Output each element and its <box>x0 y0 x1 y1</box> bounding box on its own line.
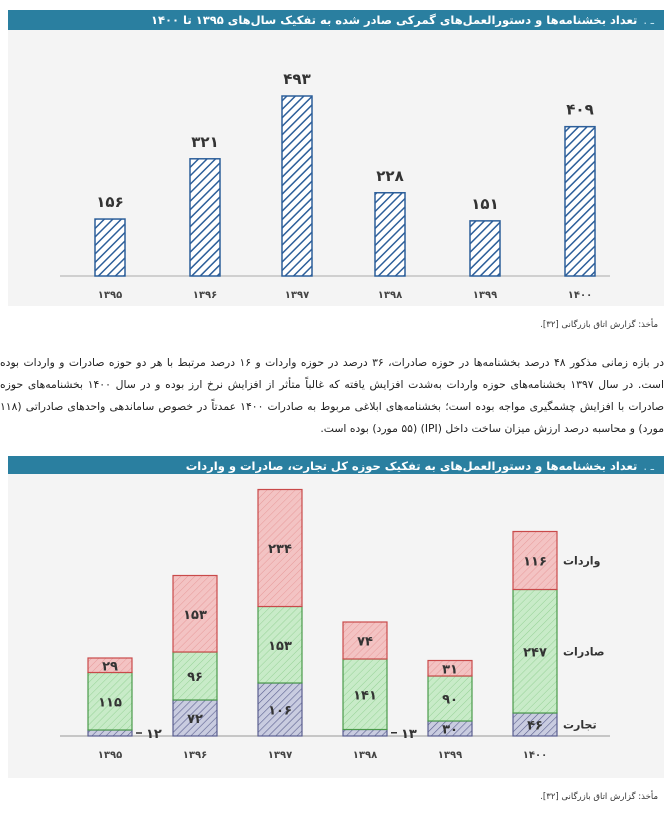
chart2-source: مأخذ: گزارش اتاق بازرگانی [۳۲]. <box>540 792 658 802</box>
chart1-tick-label: ۱۳۹۵ <box>97 290 123 301</box>
chart1-data-label: ۱۵۱ <box>471 194 499 213</box>
chart1-bar <box>375 193 405 276</box>
chart2-segment-label: ۱۵۳ <box>183 607 207 623</box>
chart1-title: تعداد بخشنامه‌ها و دستورالعمل‌های گمرکی صادر شده به تفکیک سال‌های ۱۳۹۵ تا ۱۴۰۰ <box>150 13 638 27</box>
chart2-tick-label: ۱۳۹۵ <box>97 750 123 761</box>
chart1-tick-label: ۱۳۹۹ <box>472 290 498 301</box>
chart1-bar <box>470 221 500 276</box>
chart2 <box>60 490 610 762</box>
chart1-tick-label: ۱۳۹۷ <box>284 290 310 301</box>
chart2-segment-label: ۳۱ <box>442 662 458 678</box>
chart2-segment-label: ۲۳۴ <box>268 542 292 557</box>
chart2-title: تعداد بخشنامه‌ها و دستورالعمل‌های به تفکیک حوزه کل تجارت، صادرات و واردات <box>185 459 638 473</box>
chart2-segment-label: ۹۶ <box>187 670 203 685</box>
chart2-segment-label: ۴۶ <box>527 718 543 734</box>
chart2-segment-label: ۲۴۷ <box>523 645 547 661</box>
chart1-data-label: ۴۰۹ <box>566 100 594 119</box>
chart2-segment-label: ۱۱۶ <box>523 554 547 570</box>
chart2-title-prefix: ـ . <box>643 459 654 473</box>
chart1-tick-label: ۱۴۰۰ <box>567 290 593 301</box>
chart2-outside-label: ۱۲ <box>146 727 162 742</box>
chart1-data-label: ۱۵۶ <box>96 193 124 212</box>
chart1-bar <box>282 96 312 276</box>
chart2-tick-label: ۱۳۹۹ <box>437 750 463 761</box>
chart2-segment-label: ۲۹ <box>102 659 118 675</box>
chart2-series-label: تجارت <box>563 718 597 732</box>
chart2-segment-label: ۹۰ <box>442 692 458 708</box>
chart2-segment-label: ۳۰ <box>442 722 458 738</box>
chart2-tick-label: ۱۴۰۰ <box>522 750 548 761</box>
chart2-series-label: صادرات <box>563 645 605 659</box>
chart2-segment-0 <box>343 730 387 737</box>
chart2-segment-0 <box>88 730 132 736</box>
chart2-segment-label: ۱۱۵ <box>98 695 122 711</box>
chart2-outside-label: ۱۳ <box>401 726 417 742</box>
chart1-tick-label: ۱۳۹۸ <box>377 290 403 301</box>
chart1-source: مأخذ: گزارش اتاق بازرگانی [۳۲]. <box>540 320 658 330</box>
chart2-segment-label: ۷۴ <box>357 634 373 650</box>
chart1-bar <box>190 159 220 276</box>
chart2-segment-label: ۷۲ <box>187 712 203 727</box>
chart2-tick-label: ۱۳۹۷ <box>267 750 293 761</box>
chart2-tick-label: ۱۳۹۶ <box>182 750 208 761</box>
chart1-data-label: ۳۲۱ <box>191 132 219 151</box>
body-paragraph: در بازه زمانی مذکور ۴۸ درصد بخشنامه‌ها در حوزه صادرات، ۳۶ درصد در حوزه واردات و ۱۶ درصد مرتبط با هر دو حوزه صادرات و واردات بوده است. در سال ۱۳۹۷ بخشنامه‌های حوزه واردات به‌شدت افزایش یافته که غالباً متأثر از افزایش نرخ ارز بوده و در سال ۱۴۰۰ بخشنامه‌های حوزه صادرات با افزایش چشمگیری مواجه بوده است؛ بخشنامه‌های ابلاغی مربوط به صادرات ۱۴۰۰ عمدتاً در خصوص ساماندهی واحدهای صادراتی (۱۱۸ مورد) و محاسبه درصد ارزش میزان ساخت داخل (IPI) (۵۵ مورد) بوده است. <box>0 356 664 435</box>
chart1-data-label: ۲۲۸ <box>376 166 404 185</box>
chart1-bar <box>565 127 595 276</box>
chart2-segment-label: ۱۰۶ <box>268 703 292 719</box>
chart2-segment-label: ۱۴۱ <box>353 688 377 704</box>
chart1-bar <box>95 219 125 276</box>
chart2-series-label: واردات <box>563 554 601 568</box>
chart1-data-label: ۴۹۳ <box>283 70 311 88</box>
chart2-segment-label: ۱۵۳ <box>268 638 292 654</box>
chart1-tick-label: ۱۳۹۶ <box>192 290 218 301</box>
chart2-tick-label: ۱۳۹۸ <box>352 750 378 761</box>
chart1 <box>60 70 610 301</box>
chart1-title-prefix: ـ . <box>643 13 654 27</box>
